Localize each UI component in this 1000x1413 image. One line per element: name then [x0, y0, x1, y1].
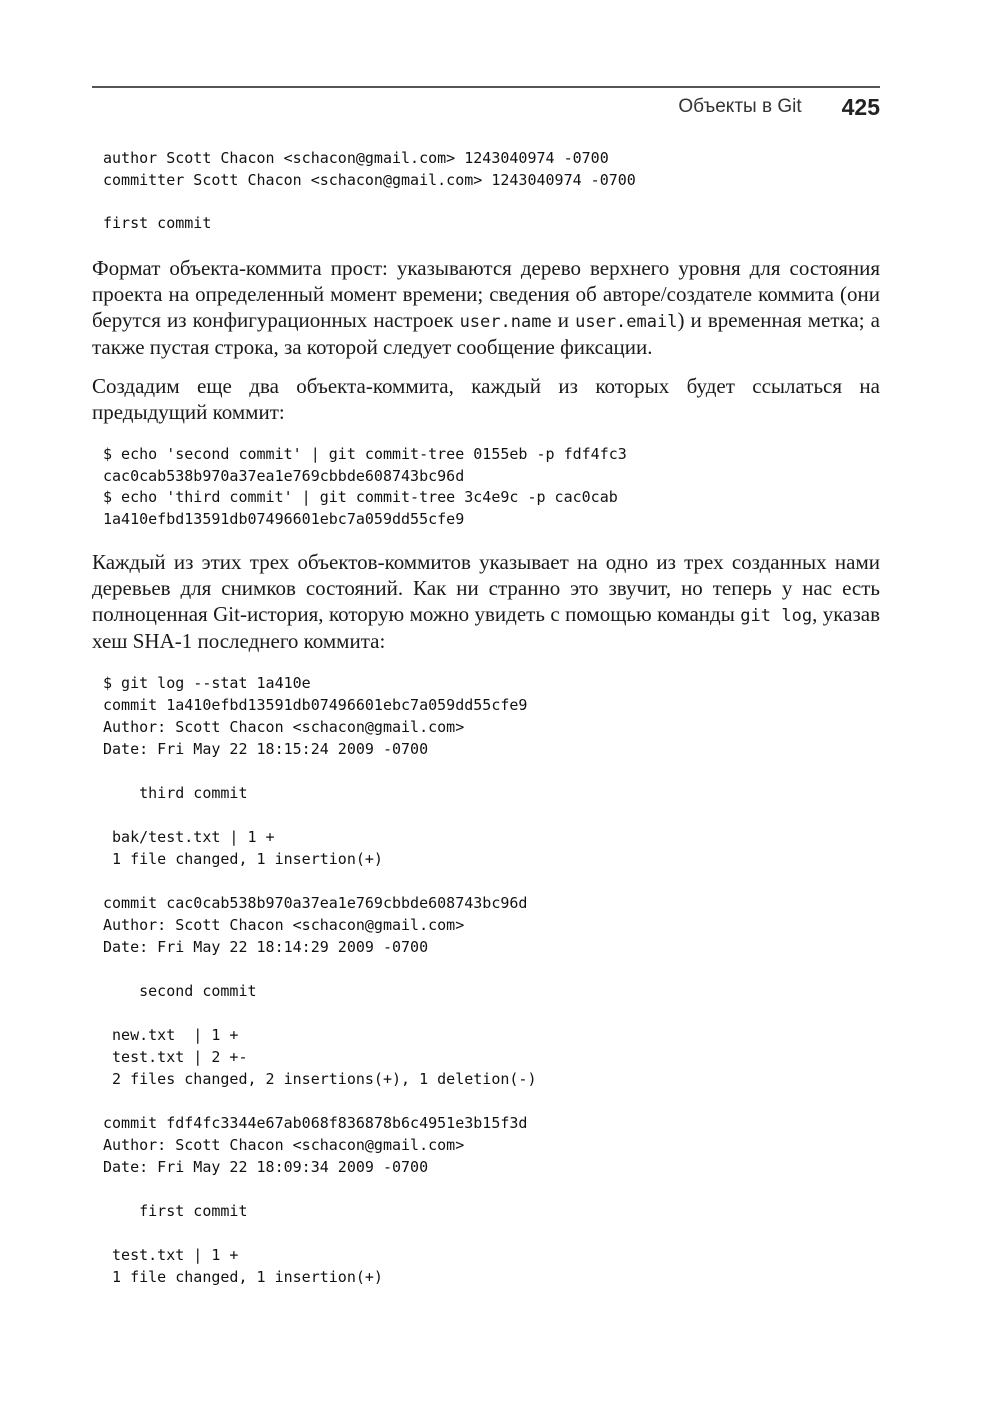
header-rule — [92, 86, 880, 88]
page-number: 425 — [841, 93, 880, 120]
paragraph-text: , указав хеш SHA-1 последнего коммита: — [92, 601, 880, 654]
paragraph-create-commits: Создадим еще два объекта-коммита, каждый из которых будет ссылаться на предыдущий коммит: — [92, 374, 880, 424]
paragraph-text: ) и временная метка; а также пустая строка, за которой следует сообщение фиксации. — [92, 307, 880, 360]
paragraph-text: Каждый из этих трех объектов-коммитов указывает на одно из трех созданных нами деревьев для снимков состояний. Как ни странно это звучит, но теперь у нас есть полноценная Git-история, которую можно увидеть с помощью команды — [92, 550, 880, 626]
running-title: Объекты в Git — [678, 96, 802, 117]
inline-code-user-name: user.name — [459, 311, 552, 332]
code-block-git-log: $ git log --stat 1a410e commit 1a410efbd13591db07496601ebc7a059dd55cfe9 Author: Scott Chacon <schacon@gmail.com> Date: Fri May 22 18:15:24 2009 -0700 third commit bak/test.txt | 1 + 1 file changed, 1 insertion(+) commit cac0cab538b970a37ea1e769cbbde608743bc96d Author: Scott Chacon <schacon@gmail.com> Date: Fri May 22 18:14:29 2009 -0700 second commit new.txt | 1 + test.txt | 2 +- 2 files changed, 2 insertions(+), 1 deletion(-) commit fdf4fc3344e67ab068f836878b6c4951e3b15f3d Author: Scott Chacon <schacon@gmail.com> Date: Fri May 22 18:09:34 2009 -0700 first commit test.txt | 1 + 1 file changed, 1 insertion(+) — [103, 674, 537, 1286]
page-header — [92, 90, 880, 124]
code-block-commit-object: author Scott Chacon <schacon@gmail.com> 1243040974 -0700 committer Scott Chacon <schacon@gmail.com> 1243040974 -0700 first commit — [103, 149, 636, 232]
paragraph-text: и — [551, 307, 576, 332]
inline-code-user-email: user.email — [575, 311, 678, 332]
paragraph-git-history — [92, 550, 880, 655]
paragraph-text: Формат объекта-коммита прост: указываются дерево верхнего уровня для состояния проекта на определенный момент времени; сведения об авторе/создателе коммита (они берутся из конфигурационных настроек — [92, 256, 880, 332]
code-block-commit-tree: $ echo 'second commit' | git commit-tree 0155eb -p fdf4fc3 cac0cab538b970a37ea1e769cbbde608743bc96d $ echo 'third commit' | git commit-tree 3c4e9c -p cac0cab 1a410efbd13591db07496601ebc7a059dd55cfe9 — [103, 445, 627, 528]
inline-code-git-log: git log — [740, 605, 813, 626]
paragraph-commit-format — [92, 256, 880, 361]
